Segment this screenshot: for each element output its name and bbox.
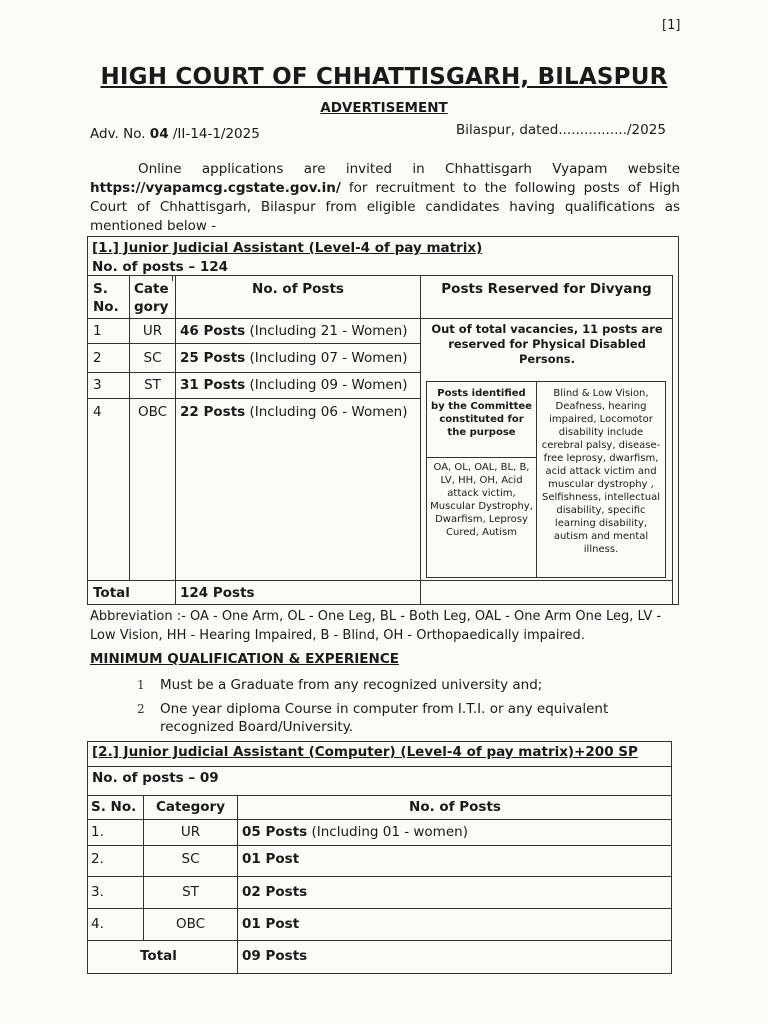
divyang-note: Out of total vacancies, 11 posts are reserved for Physical Disabled Persons. (431, 322, 663, 366)
row1-posts: 46 Posts (Including 21 - Women) (180, 323, 408, 339)
qualification-item: 2 One year diploma Course in computer from I.T.I. or any equivalent recognized Board/University. (137, 701, 609, 735)
intro-paragraph: Online applications are invited in Chhattisgarh Vyapam website https://vyapamcg.cgstate.gov.in/ for recruitment to the following posts of High Court of Chhattisgarh, Bilaspur from eligible candidates having qualifications as mentioned below - (90, 161, 680, 234)
row4-category: OBC (137, 404, 168, 420)
qualification-item: 1 Must be a Graduate from any recognized university and; (137, 677, 543, 693)
row4-posts: 22 Posts (Including 06 - Women) (180, 404, 408, 420)
s2-row1-sno: 1. (91, 824, 104, 840)
qualification-heading: MINIMUM QUALIFICATION & EXPERIENCE (90, 651, 399, 667)
qualification-list (90, 676, 680, 740)
s2-col-header-category: Category (155, 799, 226, 815)
s2-col-header-posts: No. of Posts (409, 799, 501, 815)
identified-codes: OA, OL, OAL, BL, B, LV, HH, OH, Acid attack victim, Muscular Dystrophy, Dwarfism, Leprosy Cured, Autism (430, 462, 533, 538)
s2-row3-category: ST (182, 884, 199, 900)
col-header-sno: S. No. (93, 281, 119, 315)
section1-total-label: Total (93, 585, 130, 601)
s2-row3-posts: 02 Posts (242, 884, 308, 900)
advertisement-number: Adv. No. 04 /II-14-1/2025 (90, 126, 260, 142)
row3-sno: 3 (93, 377, 102, 393)
section1-num-posts: No. of posts – 124 (92, 259, 229, 275)
section2-total-label: Total (140, 948, 177, 964)
row2-category: SC (143, 350, 162, 366)
row3-category: ST (144, 377, 161, 393)
s2-row4-category: OBC (175, 916, 206, 932)
advertisement-heading: ADVERTISEMENT (320, 100, 448, 116)
row3-posts: 31 Posts (Including 09 - Women) (180, 377, 408, 393)
row1-category: UR (142, 323, 163, 339)
section2-num-posts: No. of posts – 09 (92, 770, 219, 786)
section1-total-value: 124 Posts (180, 585, 255, 601)
s2-row4-posts: 01 Post (242, 916, 300, 932)
col-header-posts: No. of Posts (252, 281, 344, 297)
section1-title: [1.] Junior Judicial Assistant (Level-4 of pay matrix) (92, 240, 483, 256)
s2-col-header-sno: S. No. (91, 799, 137, 815)
col-header-category: Cate gory (134, 281, 169, 315)
row2-posts: 25 Posts (Including 07 - Women) (180, 350, 408, 366)
s2-row2-posts: 01 Post (242, 851, 300, 867)
row2-sno: 2 (93, 350, 102, 366)
identified-label: Posts identified by the Committee constituted for the purpose (431, 388, 532, 438)
court-title: HIGH COURT OF CHHATTISGARH, BILASPUR (100, 64, 668, 90)
website-url: https://vyapamcg.cgstate.gov.in/ (90, 180, 341, 196)
s2-row1-category: UR (180, 824, 201, 840)
s2-row4-sno: 4. (91, 916, 104, 932)
section2-title: [2.] Junior Judicial Assistant (Computer) (Level-4 of pay matrix)+200 SP (92, 744, 638, 760)
dated-line: Bilaspur, dated................/2025 (456, 122, 666, 138)
s2-row3-sno: 3. (91, 884, 104, 900)
s2-row1-posts: 05 Posts (Including 01 - women) (242, 824, 468, 840)
col-header-divyang: Posts Reserved for Divyang (441, 281, 652, 297)
row1-sno: 1 (93, 323, 102, 339)
page-number: [1] (662, 18, 681, 33)
s2-row2-sno: 2. (91, 851, 104, 867)
abbreviation-note: Abbreviation :- OA - One Arm, OL - One Leg, BL - Both Leg, OAL - One Arm One Leg, LV - Low Vision, HH - Hearing Impaired, B - Blind, OH - Orthopaedically impaired. (90, 609, 662, 643)
row4-sno: 4 (93, 404, 102, 420)
s2-row2-category: SC (181, 851, 200, 867)
disability-list: Blind & Low Vision, Deafness, hearing impaired, Locomotor disability include cerebral palsy, disease-free leprosy, dwarfism, acid attack victim and muscular dystrophy , Selfishness, intellectual disability, specific learning disability, autism and mental illness. (541, 388, 661, 555)
section2-total-value: 09 Posts (242, 948, 308, 964)
